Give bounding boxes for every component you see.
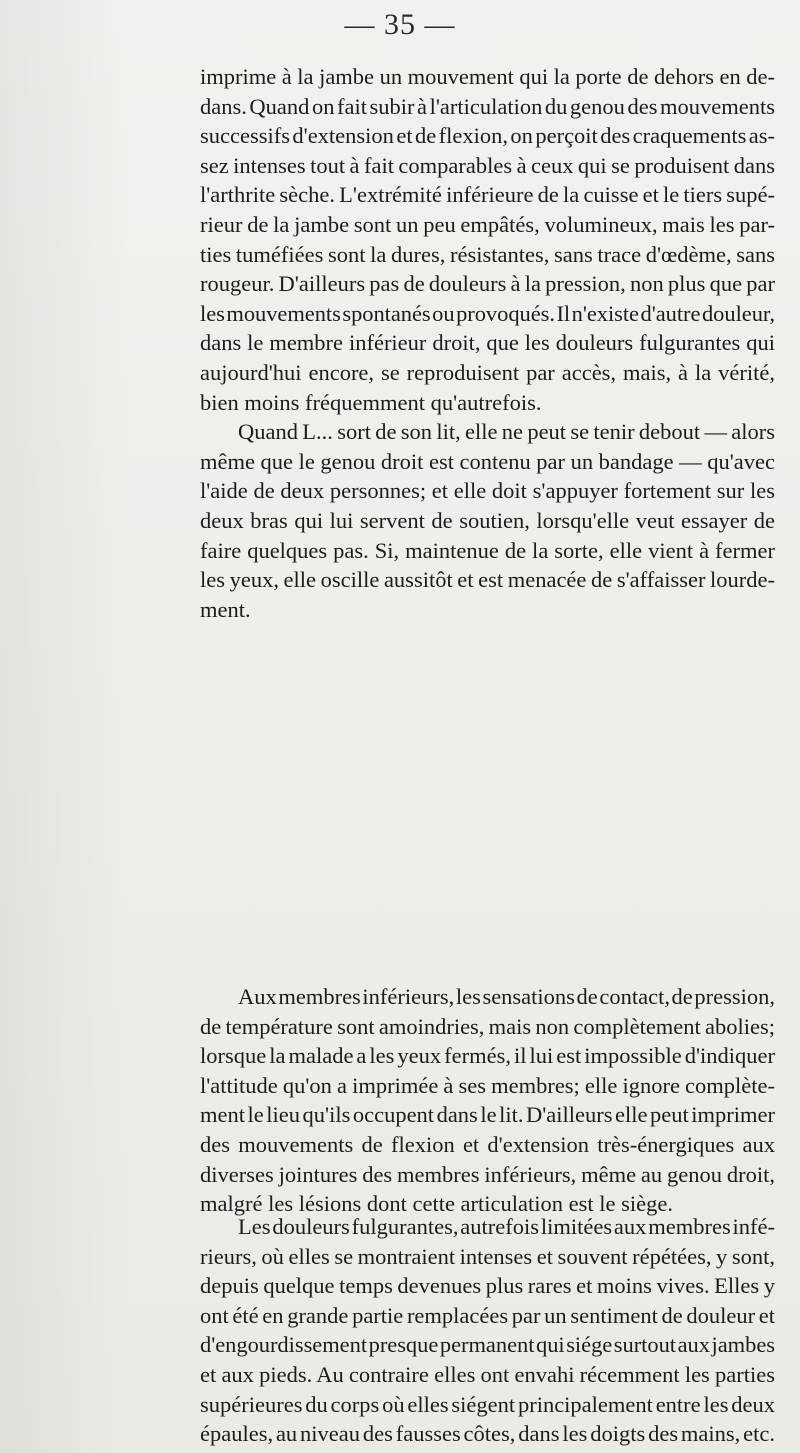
text-line: bien moins fréquemment qu'autrefois. — [200, 389, 542, 415]
text-line: l'arthrite sèche. L'extrémité inférieure de la cuisse et le tiers supé- — [200, 182, 775, 208]
text-line: ont été en grande partie remplacées par un sentiment de douleur et — [200, 1302, 775, 1328]
page-fold-shadow — [0, 0, 130, 1453]
text-line: deux bras qui lui servent de soutien, lorsqu'elle veut essayer de — [200, 507, 775, 533]
text-line: l'aide de deux personnes; et elle doit s'appuyer fortement sur les — [200, 478, 775, 504]
text-line: ment. — [200, 596, 251, 622]
text-line: ment le lieu qu'ils occupent dans le lit. D'ailleurs elle peut imprimer — [200, 1102, 775, 1128]
text-line: Aux membres inférieurs, les sensations de contact, de pression, — [238, 984, 775, 1009]
text-line: d'engourdissement presque permanent qui siége surtout aux jambes — [200, 1332, 775, 1358]
text-line: faire quelques pas. Si, maintenue de la sorte, elle vient à fermer — [200, 537, 775, 563]
paragraph-arthritis — [200, 62, 775, 417]
text-line: malgré les lésions dont cette articulation est le siège. — [200, 1191, 673, 1217]
page-number: — 35 — — [344, 8, 456, 41]
text-line: diverses jointures des membres inférieurs, même au genou droit, — [200, 1161, 775, 1187]
text-line: aujourd'hui encore, se reproduisent par accès, mais, à la vérité, — [200, 359, 775, 385]
text-line: successifs d'extension et de flexion, on perçoit des craquements as- — [200, 123, 775, 149]
text-line: ties tuméfiées sont la dures, résistantes, sans trace d'œdème, sans — [200, 241, 775, 267]
text-line: dans le membre inférieur droit, que les douleurs fulgurantes qui — [200, 330, 775, 356]
body-text — [200, 62, 775, 624]
body-text-pains — [200, 1212, 775, 1449]
text-line: de température sont amoindries, mais non complètement abolies; — [200, 1013, 775, 1039]
text-line: et aux pieds. Au contraire elles ont envahi récemment les parties — [200, 1361, 775, 1387]
text-line: les yeux, elle oscille aussitôt et est menacée de s'affaisser lourde- — [200, 567, 775, 593]
text-line: même que le genou droit est contenu par un bandage — qu'avec — [200, 448, 775, 474]
text-line: les mouvements spontanés ou provoqués. Il n'existe d'autre douleur, — [200, 300, 775, 326]
body-text-sensations — [200, 982, 775, 1219]
text-line: depuis quelque temps devenues plus rares et moins vives. Elles y — [200, 1273, 775, 1299]
text-line: rougeur. D'ailleurs pas de douleurs à la pression, non plus que par — [200, 271, 775, 297]
text-line: l'attitude qu'on a imprimée à ses membres; elle ignore complète- — [200, 1072, 775, 1098]
text-line: épaules, au niveau des fausses côtes, dans les doigts des mains, etc. — [200, 1421, 775, 1447]
text-line: des mouvements de flexion et d'extension très-énergiques aux — [200, 1131, 775, 1157]
text-line: imprime à la jambe un mouvement qui la porte de dehors en de- — [200, 64, 775, 89]
paragraph-sensations — [200, 982, 775, 1219]
text-line: lorsque la malade a les yeux fermés, il lui est impossible d'indiquer — [200, 1043, 775, 1069]
paragraph-standing — [200, 417, 775, 624]
paragraph-pains — [200, 1212, 775, 1449]
text-line: rieurs, où elles se montraient intenses et souvent répétées, y sont, — [200, 1243, 775, 1269]
text-line: supérieures du corps où elles siégent principalement entre les deux — [200, 1391, 775, 1417]
text-line: Les douleurs fulgurantes, autrefois limitées aux membres infé- — [238, 1214, 775, 1239]
text-line: dans. Quand on fait subir à l'articulation du genou des mouvements — [200, 93, 775, 119]
text-line: sez intenses tout à fait comparables à ceux qui se produisent dans — [200, 152, 775, 178]
text-line: rieur de la jambe sont un peu empâtés, volumineux, mais les par- — [200, 211, 775, 237]
text-line: Quand L... sort de son lit, elle ne peut se tenir debout — alors — [238, 419, 775, 445]
